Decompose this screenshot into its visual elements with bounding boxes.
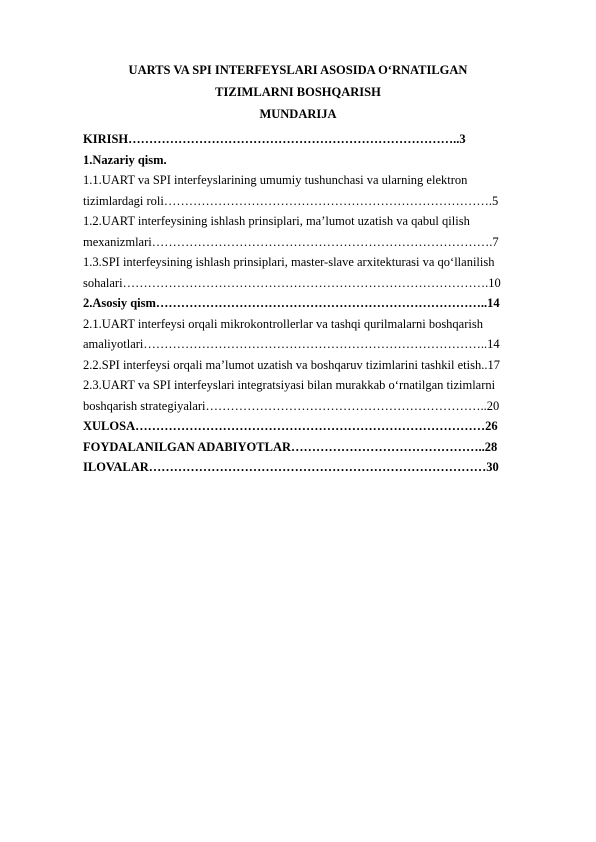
toc-entry-2-2: 2.2.SPI interfeysi orqali ma’lumot uzatish va boshqaruv tizimlarini tashkil etish..17	[83, 357, 500, 372]
toc-entry-1-3-line-1: 1.3.SPI interfeysining ishlash prinsiplari, master-slave arxitekturasi va qo‘llanilish	[83, 255, 495, 269]
toc-entry-2-1-line-2: amaliyotlari………………………………………………………………………..14	[83, 337, 500, 351]
toc-entry-2-3-line-2: boshqarish strategiyalari…………………………………………………………..20	[83, 398, 500, 413]
toc-entry-kirish: KIRISH……………………………………………………………………..3	[83, 132, 466, 146]
table-of-contents	[83, 129, 555, 478]
toc-entry-1-1-line-2: tizimlardagi roli…………………………………………………………………….5	[83, 193, 499, 208]
toc-entry-2-1-line-1: 2.1.UART interfeysi orqali mikrokontrollerlar va tashqi qurilmalarni boshqarish	[83, 316, 483, 331]
document-title-line-2: TIZIMLARNI BOSHQARISH	[215, 85, 381, 99]
toc-entry-foydalanilgan-adabiyotlar: FOYDALANILGAN ADABIYOTLAR………………………………………..28	[83, 439, 498, 454]
toc-entry-ilovalar: ILOVALAR………………………………………………………………………30	[83, 460, 499, 474]
toc-entry-1-2-line-1: 1.2.UART interfeysining ishlash prinsiplari, ma’lumot uzatish va qabul qilish	[83, 214, 470, 228]
toc-entry-1-1-line-1: 1.1.UART va SPI interfeyslarining umumiy tushunchasi va ularning elektron	[83, 173, 468, 187]
toc-entry-2-3-line-1: 2.3.UART va SPI interfeyslari integratsiyasi bilan murakkab o‘rnatilgan tizimlarni	[83, 378, 496, 392]
document-title-line-1: UARTS VA SPI INTERFEYSLARI ASOSIDA O‘RNATILGAN	[128, 63, 468, 77]
toc-entry-xulosa: XULOSA…………………………………………………………………………26	[83, 419, 498, 433]
contents-heading: MUNDARIJA	[259, 107, 337, 121]
toc-section-1-heading: 1.Nazariy qism.	[83, 152, 167, 167]
toc-section-2-heading: 2.Asosiy qism……………………………………………………………………..14	[83, 296, 500, 310]
toc-entry-1-2-line-2: mexanizmlari……………………………………………………………………….7	[83, 234, 499, 249]
toc-entry-1-3-line-2: sohalari…………………………………………………………………………….10	[83, 275, 501, 290]
